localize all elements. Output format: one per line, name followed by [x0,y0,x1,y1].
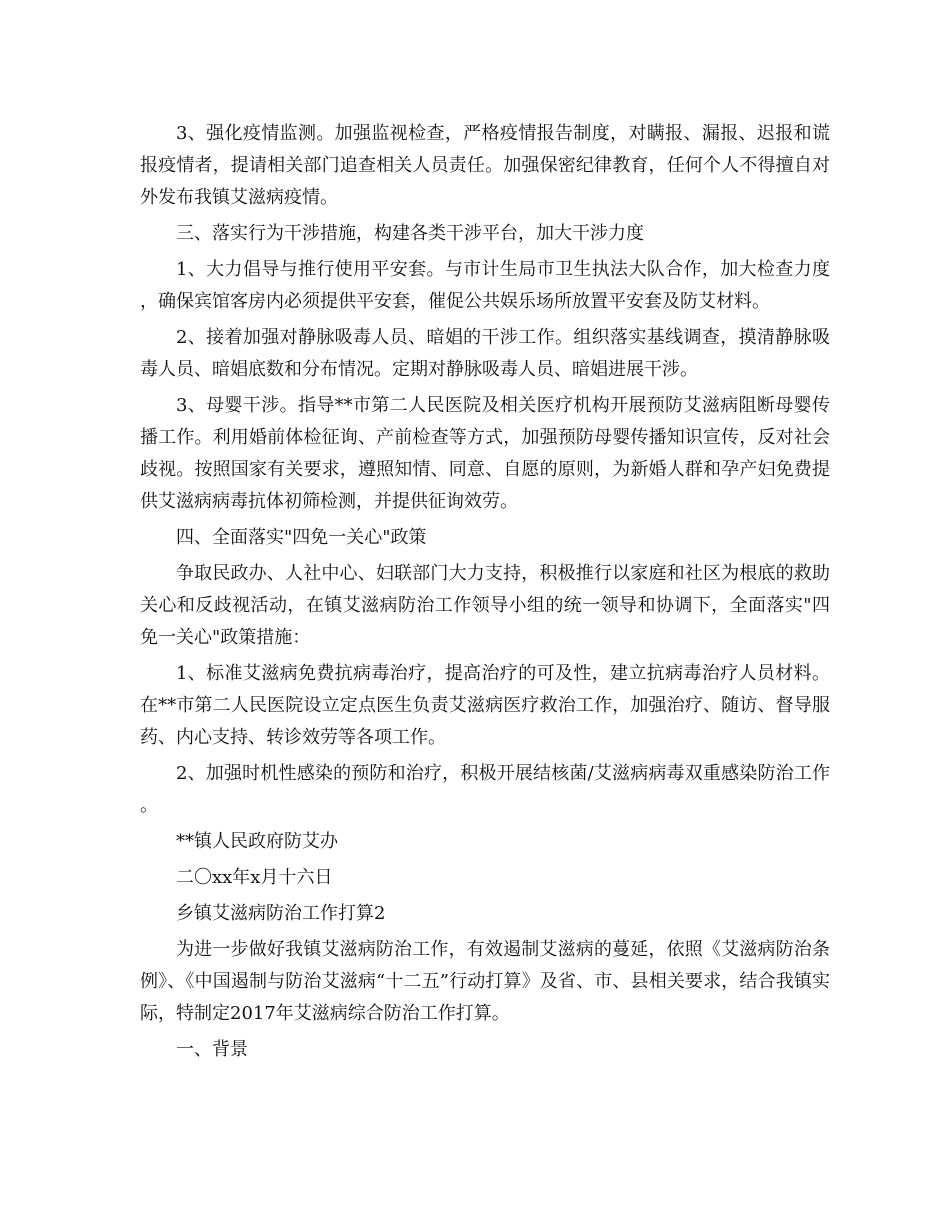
document-title-plan-2: 乡镇艾滋病防治工作打算2 [176,903,386,924]
signature-office: **镇人民政府防艾办 [176,831,338,852]
paragraph-drug-user-intervention: 2、接着加强对静脉吸毒人员、暗娼的干涉工作。组织落实基线调查，摸清静脉吸毒人员、暗娼底数和分布情况。定期对静脉吸毒人员、暗娼进展干涉。 [140,327,830,380]
paragraph-opportunistic-infection: 2、加强时机性感染的预防和治疗，积极开展结核菌/艾滋病病毒双重感染防治工作。 [140,763,830,816]
section-heading-four-free-one-care: 四、全面落实"四免一关心"政策 [176,527,427,548]
paragraph-epidemic-monitoring: 3、强化疫情监测。加强监视检查，严格疫情报告制度，对瞒报、漏报、迟报和谎报疫情者，提请相关部门追查相关人员责任。加强保密纪律教育，任何个人不得擅自对外发布我镇艾滋病疫情。 [140,123,830,208]
paragraph-antiviral-treatment: 1、标准艾滋病免费抗病毒治疗，提高治疗的可及性，建立抗病毒治疗人员材料。在**市第二人民医院设立定点医生负责艾滋病医疗救治工作，加强治疗、随访、督导服药、内心支持、转诊效劳等各项工作。 [140,663,830,748]
paragraph-mother-infant-intervention: 3、母婴干涉。指导**市第二人民医院及相关医疗机构开展预防艾滋病阻断母婴传播工作。利用婚前体检征询、产前检查等方式，加强预防母婴传播知识宣传，反对社会歧视。按照国家有关要求，遵照知情、同意、自愿的原则，为新婚人群和孕产妇免费提供艾滋病病毒抗体初筛检测，并提供征询效劳。 [140,395,830,512]
section-heading-background: 一、背景 [176,1039,248,1060]
paragraph-support-activities: 争取民政办、人社中心、妇联部门大力支持，积极推行以家庭和社区为根底的救助关心和反歧视活动，在镇艾滋病防治工作领导小组的统一领导和协调下，全面落实"四免一关心"政策措施： [140,563,830,648]
paragraph-condom-promotion: 1、大力倡导与推行使用平安套。与市计生局市卫生执法大队合作，加大检查力度，确保宾馆客房内必须提供平安套，催促公共娱乐场所放置平安套及防艾材料。 [140,259,830,312]
section-heading-behavior-intervention: 三、落实行为干涉措施，构建各类干涉平台，加大干涉力度 [176,223,644,244]
document-body [140,118,830,1066]
paragraph-plan-intro: 为进一步做好我镇艾滋病防治工作，有效遏制艾滋病的蔓延，依照《艾滋病防治条例》、《中国遏制与防治艾滋病“十二五”行动打算》及省、市、县相关要求，结合我镇实际，特制定2017年艾滋病综合防治工作打算。 [140,939,830,1024]
signature-date: 二〇xx年x月十六日 [176,867,333,888]
